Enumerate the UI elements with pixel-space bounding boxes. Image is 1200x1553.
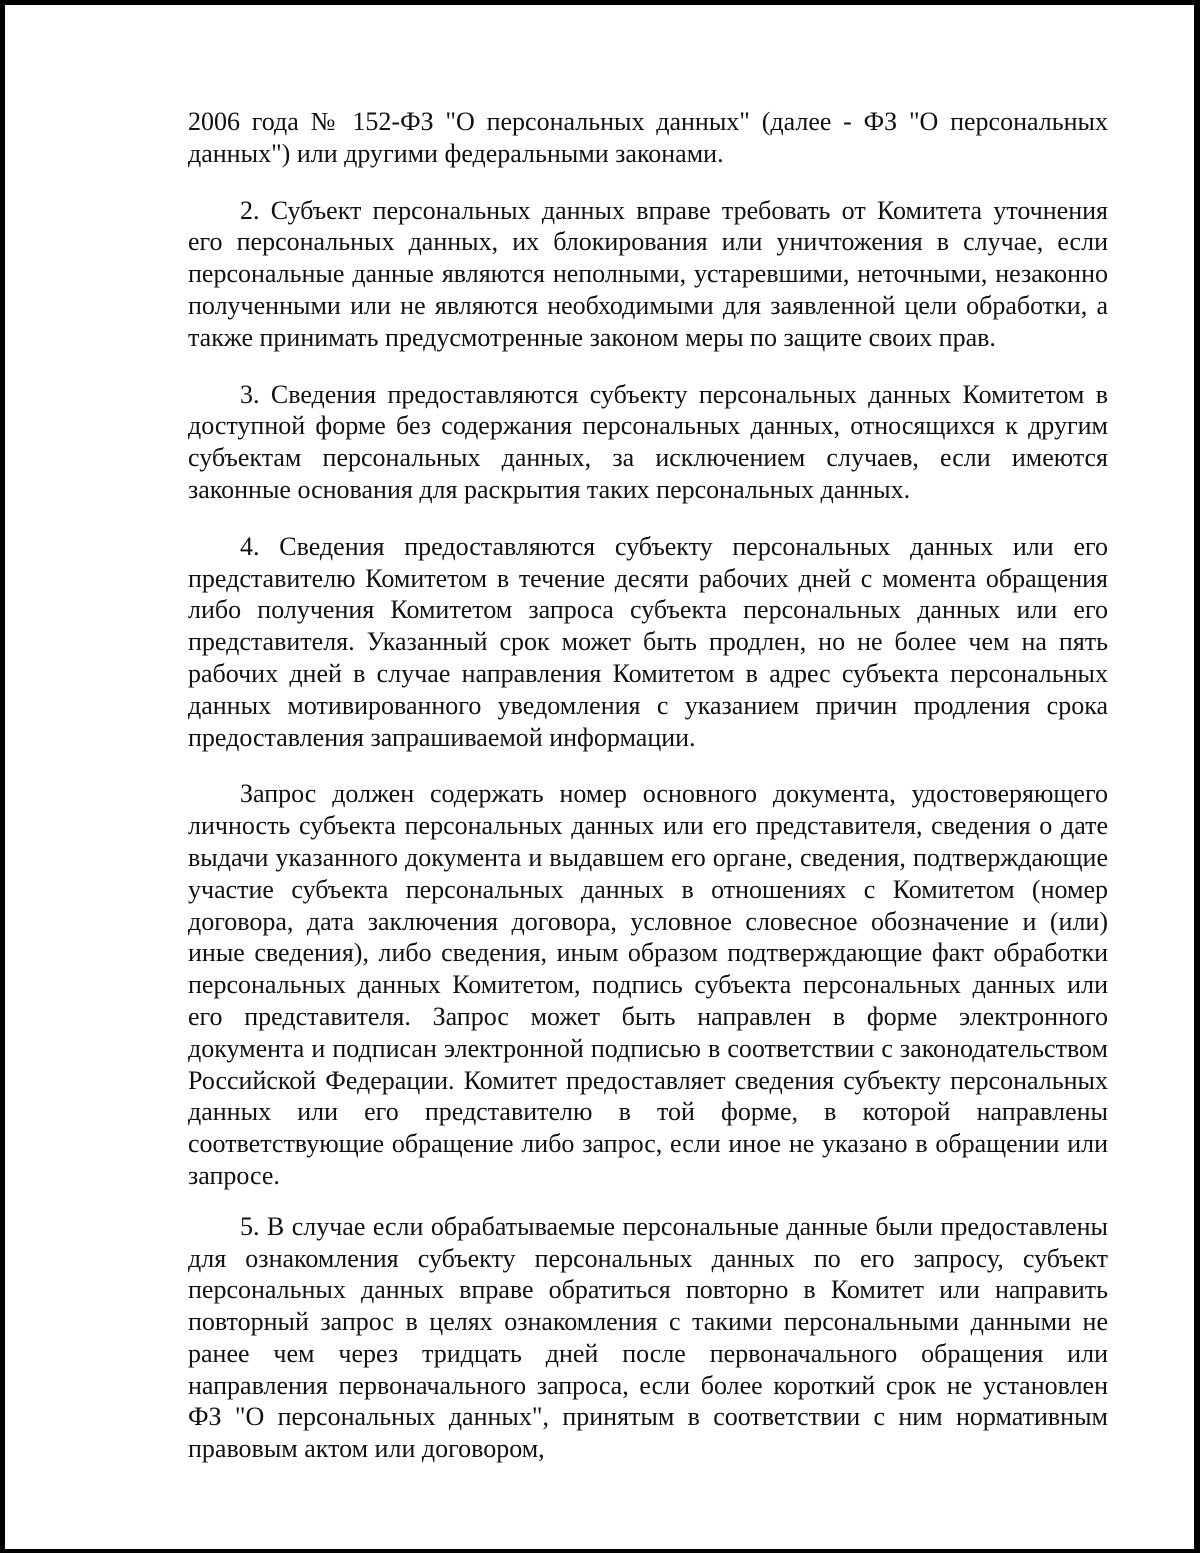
document-body — [188, 106, 1108, 1465]
scan-border-right — [1194, 0, 1200, 1553]
paragraph-continuation: 2006 года № 152-ФЗ "О персональных данных" (далее - ФЗ "О персональных данных") или другими федеральными законами. — [188, 107, 1108, 168]
paragraph-item-4: 4. Сведения предоставляются субъекту персональных данных или его представителю Комитетом в течение десяти рабочих дней с момента обращения либо получения Комитетом запроса субъекта персональных данных или его представителя. Указанный срок может быть продлен, но не более чем на пять рабочих дней в случае направления Комитетом в адрес субъекта персональных данных мотивированного уведомления с указанием причин продления срока предоставления запрашиваемой информации. — [188, 531, 1108, 752]
scan-border-top — [0, 0, 1200, 5]
scan-border-left — [0, 0, 5, 1553]
paragraph-item-3: 3. Сведения предоставляются субъекту персональных данных Комитетом в доступной форме без содержания персональных данных, относящихся к другим субъектам персональных данных, за исключением случаев, если имеются законные основания для раскрытия таких персональных данных. — [188, 379, 1108, 504]
paragraph-item-5: 5. В случае если обрабатываемые персональные данные были предоставлены для ознакомления субъекту персональных данных по его запросу, субъект персональных данных вправе обратиться повторно в Комитет или направить повторный запрос в целях ознакомления с такими персональными данными не ранее чем через тридцать дней после первоначального обращения или направления первоначального запроса, если более короткий срок не установлен ФЗ "О персональных данных", принятым в соответствии с ним нормативным правовым актом или договором, — [188, 1211, 1108, 1464]
scan-border-bottom — [0, 1549, 1200, 1553]
paragraph-item-2: 2. Субъект персональных данных вправе требовать от Комитета уточнения его персональных данных, их блокирования или уничтожения в случае, если персональные данные являются неполными, устаревшими, неточными, незаконно полученными или не являются необходимыми для заявленной цели обработки, а также принимать предусмотренные законом меры по защите своих прав. — [188, 195, 1108, 352]
paragraph-request-requirements: Запрос должен содержать номер основного документа, удостоверяющего личность субъекта персональных данных или его представителя, сведения о дате выдачи указанного документа и выдавшем его органе, сведения, подтверждающие участие субъекта персональных данных в отношениях с Комитетом (номер договора, дата заключения договора, условное словесное обозначение и (или) иные сведения), либо сведения, иным образом подтверждающие факт обработки персональных данных Комитетом, подпись субъекта персональных данных или его представителя. Запрос может быть направлен в форме электронного документа и подписан электронной подписью в соответствии с законодательством Российской Федерации. Комитет предоставляет сведения субъекту персональных данных или его представителю в той форме, в которой направлены соответствующие обращение либо запрос, если иное не указано в обращении или запросе. — [188, 779, 1108, 1190]
